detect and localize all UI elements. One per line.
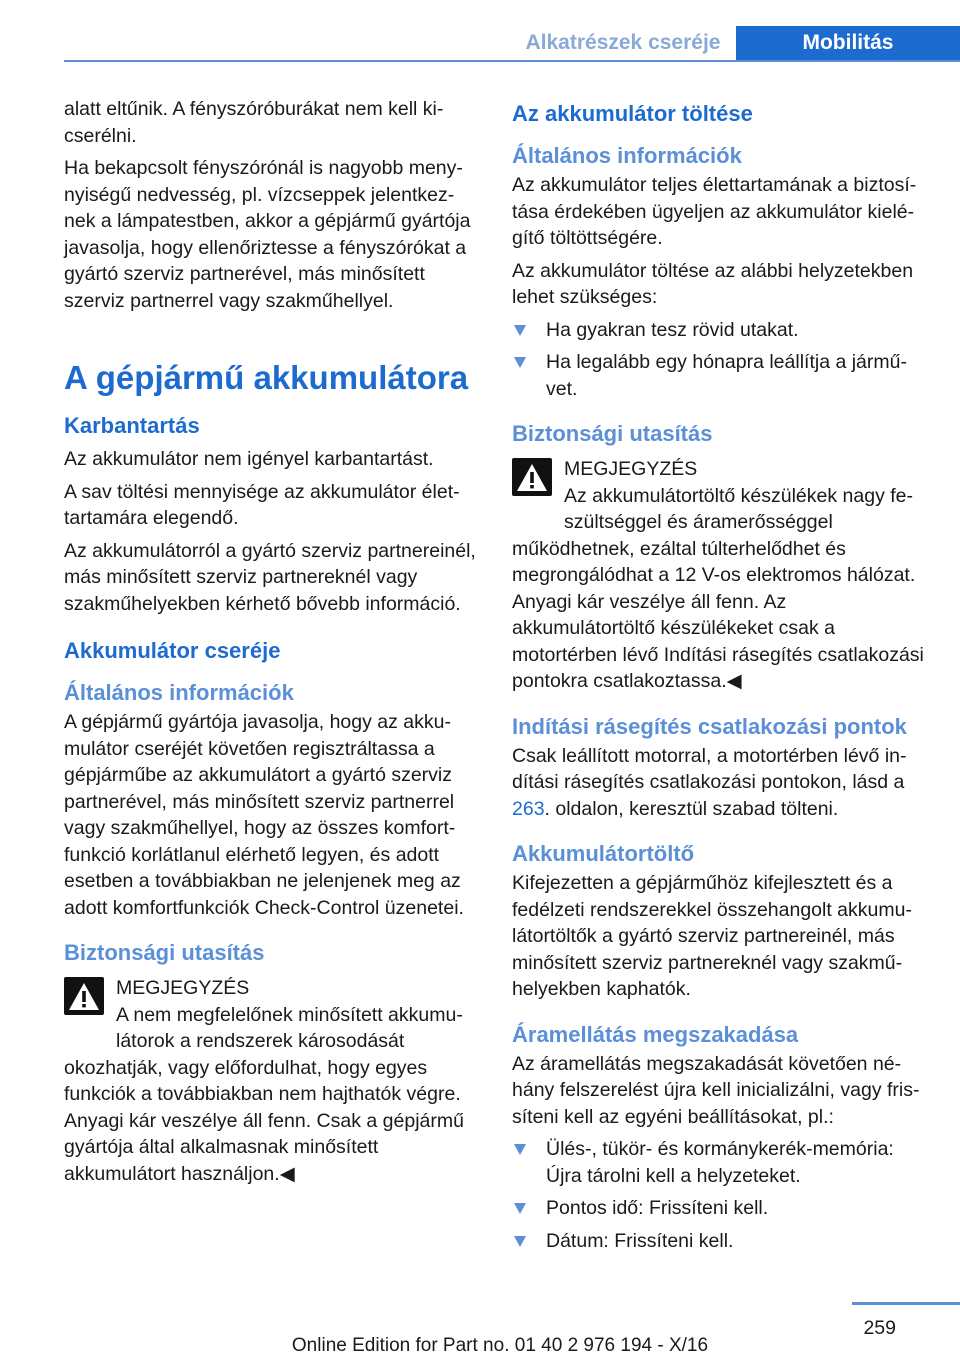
- maintenance-paragraph-3: Az akkumulátorról a gyártó szerviz partnereinél, más minősített szerviz partnereknél vagy szakműhelyekben kérhető bővebb információ.: [64, 539, 476, 615]
- list-item: [512, 349, 924, 402]
- safety-heading: Biztonsági utasítás: [64, 940, 265, 965]
- list-item-text: Ülés-, tükör- és kormánykerék-memória: Újra tárolni kell a helyzeteket.: [546, 1138, 894, 1187]
- general-info-paragraph-1: Az akkumulátor teljes élettartamának a biztosítása érdekében ügyeljen az akkumulátor kielégítő töltöttségére.: [512, 174, 917, 249]
- list-item: [512, 1195, 924, 1222]
- safety-heading: Biztonsági utasítás: [512, 421, 713, 446]
- jump-start-text-post: . oldalon, keresztül szabad tölteni.: [544, 797, 839, 820]
- charger-heading: Akkumulátortöltő: [512, 841, 695, 866]
- jump-start-paragraph: [512, 743, 924, 823]
- maintenance-paragraph-1: Az akkumulátor nem igényel karbantartást.: [64, 448, 434, 470]
- warning-triangle-icon: [64, 977, 104, 1015]
- general-info-heading: Általános információk: [64, 680, 294, 705]
- footer-rule: [852, 1302, 960, 1305]
- general-info-paragraph-2: Az akkumulátor töltése az alábbi helyzetekben lehet szükséges:: [512, 259, 914, 308]
- list-item-text: Dátum: Frissíteni kell.: [546, 1229, 734, 1252]
- triangle-bullet-icon: [514, 1203, 526, 1214]
- charger-paragraph: Kifejezetten a gépjárműhöz kifejlesztett és a fedélzeti rendszerekkel összehangolt akkumulátortöltők a gyártó szerviz partnereinél, más minősített szerviz partnereknél vagy szakműhelyekben kaphatók.: [512, 872, 912, 1000]
- general-info-heading: Általános információk: [512, 143, 742, 168]
- charging-heading: Az akkumulátor töltése: [512, 101, 753, 126]
- page-reference-link[interactable]: 263: [512, 797, 545, 820]
- list-item: [512, 1136, 924, 1189]
- triangle-bullet-icon: [514, 357, 526, 368]
- warning-block: [64, 975, 476, 1187]
- warning-title: MEGJEGYZÉS: [116, 977, 250, 999]
- jump-start-heading: Indítási rásegítés csatlakozási pontok: [512, 713, 907, 739]
- chapter-title: A gépjármű akkumulátora: [64, 359, 469, 396]
- right-column: [512, 96, 924, 1260]
- power-interruption-paragraph: Az áramellátás megszakadását követően néhány felszerelést újra kell inicializálni, vagy frissíteni kell az egyéni beállításokat, pl.:: [512, 1052, 920, 1128]
- triangle-bullet-icon: [514, 1144, 526, 1155]
- jump-start-text-pre: Csak leállított motorral, a motortérben lévő indítási rásegítés csatlakozási pontokon, lásd a: [512, 744, 907, 793]
- power-interruption-heading: Áramellátás megszakadása: [512, 1021, 799, 1047]
- maintenance-heading: Karbantartás: [64, 413, 200, 438]
- warning-text: Az akkumulátortöltő készülékek nagy feszültséggel és áramerősséggel működhetnek, ezáltal túlterhelődhet és megrongálódhat a 12 V-os elektromos hálózat. Anyagi kár veszélye áll fenn. Az akkumulátortöltő készülékeket csak a motortérben lévő Indítási rásegítés csatlakozási pontokra csatlakoztassa.◀: [512, 484, 924, 692]
- list-item-text: Ha legalább egy hónapra leállítja a járművet.: [546, 351, 907, 400]
- header-chapter-tab: Mobilitás: [736, 26, 960, 60]
- warning-triangle-icon: [512, 458, 552, 496]
- warning-text: A nem megfelelőnek minősített akkumulátorok a rendszerek károsodását okozhatják, vagy előfordulhat, hogy egyes funkciók a továbbiakban nem hajthatók végre. Anyagi kár veszélye áll fenn. Csak a gépjármű gyártója által alkalmasnak minősített akkumulátort használjon.◀: [64, 1003, 464, 1185]
- reset-items-list: [512, 1136, 924, 1254]
- page-number: 259: [863, 1317, 896, 1339]
- edition-note: Online Edition for Part no. 01 40 2 976 194 - X/16: [291, 1335, 709, 1356]
- header-section-title: Alkatrészek cseréje: [525, 31, 721, 54]
- moisture-paragraph: Ha bekapcsolt fényszórónál is nagyobb menynyiségű nedvesség, pl. vízcseppek jelentkeznek a lámpatestben, akkor a gépjármű gyártója javasolja, hogy ellenőriztesse a fényszórókat a gyártó szerviz partnerével, más minősített szerviz partnerrel vagy szakműhellyel.: [64, 157, 471, 312]
- general-info-paragraph: A gépjármű gyártója javasolja, hogy az akkumulátor cseréjét követően regisztráltassa a gépjárműbe az akkumulátort a gyártó szerviz partnerével, más minősített szerviz partnerrel vagy szakműhellyel, hogy az összes komfortfunkció korlátlanul elérhető legyen, és adott esetben a továbbiakban ne jelenjenek meg az adott komfortfunkciók Check-Control üzenetei.: [64, 711, 464, 919]
- charging-situations-list: [512, 317, 924, 403]
- intro-paragraph: alatt eltűnik. A fényszóróburákat nem kell kicserélni.: [64, 98, 444, 147]
- replacement-heading: Akkumulátor cseréje: [64, 638, 281, 663]
- triangle-bullet-icon: [514, 1236, 526, 1247]
- left-column: [64, 96, 476, 1193]
- list-item: [512, 1228, 924, 1255]
- list-item-text: Ha gyakran tesz rövid utakat.: [546, 318, 799, 341]
- list-item-text: Pontos idő: Frissíteni kell.: [546, 1197, 769, 1219]
- header-rule: [64, 60, 960, 62]
- warning-title: MEGJEGYZÉS: [564, 458, 698, 480]
- maintenance-paragraph-2: A sav töltési mennyisége az akkumulátor élettartamára elegendő.: [64, 480, 460, 529]
- warning-block: [512, 456, 924, 695]
- page-header: [0, 0, 960, 62]
- list-item: [512, 317, 924, 344]
- triangle-bullet-icon: [514, 325, 526, 336]
